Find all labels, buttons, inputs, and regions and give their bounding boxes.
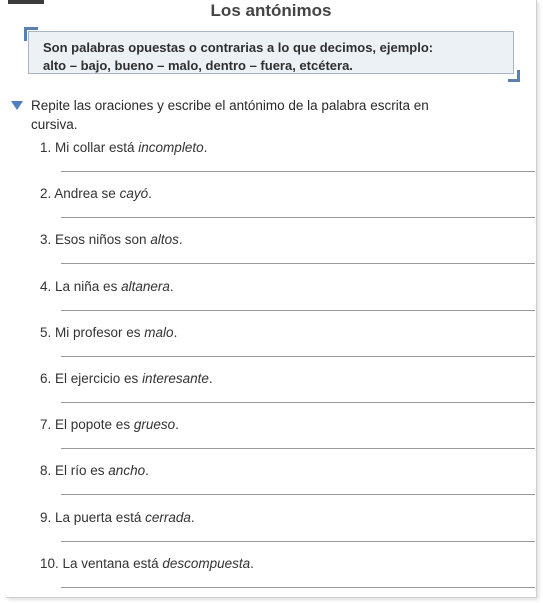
exercise-sentence: El popote es — [55, 417, 134, 433]
corner-bracket-icon — [24, 27, 38, 41]
exercise-number: 8. — [40, 463, 56, 479]
answer-line[interactable] — [61, 356, 535, 357]
exercise-item — [40, 279, 510, 294]
exercise-number: 3. — [40, 232, 56, 248]
sentence-end: . — [173, 324, 178, 340]
exercise-item — [40, 510, 510, 525]
exercise-sentence: El ejercicio es — [55, 371, 143, 386]
exercise-sentence: La puerta está — [55, 509, 146, 525]
italic-word: ancho — [108, 463, 146, 479]
page-title: Los antónimos — [210, 1, 332, 20]
answer-line[interactable] — [61, 310, 535, 311]
italic-word: interesante — [142, 371, 209, 386]
exercise-item — [40, 556, 510, 571]
answer-line[interactable] — [61, 402, 535, 403]
exercise-number: 9. — [40, 509, 56, 525]
exercise-sentence: La niña es — [55, 278, 122, 294]
italic-word: cerrada — [145, 509, 191, 525]
exercise-item — [40, 463, 510, 478]
exercise-sentence: Mi profesor es — [55, 324, 145, 340]
exercise-sentence: El río es — [55, 463, 109, 479]
definition-line-1: Son palabras opuestas o contrarias a lo que decimos, ejemplo: — [43, 40, 434, 55]
exercise-sentence: Andrea se — [54, 186, 120, 202]
answer-line[interactable] — [61, 217, 535, 218]
definition-text — [43, 39, 508, 75]
italic-word: altos — [150, 232, 179, 248]
exercise-number: 7. — [40, 417, 56, 433]
exercise-sentence: Mi collar está — [55, 140, 139, 155]
exercise-number: 10. — [40, 555, 63, 571]
sentence-end: . — [178, 232, 183, 248]
sentence-end: . — [175, 417, 179, 433]
sentence-end: . — [169, 278, 174, 294]
answer-line[interactable] — [61, 171, 535, 172]
exercise-sentence: Esos niños son — [55, 232, 151, 248]
italic-word: altanera — [121, 278, 170, 294]
italic-word: descompuesta — [162, 555, 251, 571]
answer-line[interactable] — [61, 494, 535, 495]
answer-line[interactable] — [61, 263, 535, 264]
sentence-end: . — [208, 371, 213, 386]
exercise-sentence: La ventana está — [62, 555, 163, 571]
italic-word: incompleto — [138, 140, 204, 155]
sentence-end: . — [250, 555, 254, 571]
sentence-end: . — [145, 463, 149, 479]
exercise-number: 2. — [40, 186, 55, 202]
exercise-item — [40, 140, 510, 155]
exercise-item — [40, 417, 510, 432]
italic-word: cayó — [119, 186, 149, 202]
answer-line[interactable] — [61, 587, 535, 588]
answer-line[interactable] — [61, 541, 535, 542]
exercise-item — [40, 325, 510, 340]
answer-line[interactable] — [61, 448, 535, 449]
corner-bracket-icon — [508, 70, 520, 82]
instructions-line-1: Repite las oraciones y escribe el antónimo de la palabra escrita en — [31, 98, 429, 113]
exercise-number: 4. — [40, 278, 56, 294]
exercise-number: 5. — [40, 324, 56, 340]
italic-word: grueso — [133, 417, 176, 433]
italic-word: malo — [144, 324, 174, 340]
exercise-item — [40, 186, 510, 201]
worksheet-page — [6, 0, 537, 598]
sentence-end: . — [190, 509, 195, 525]
exercise-item — [40, 232, 510, 247]
triangle-bullet-icon — [11, 101, 23, 110]
exercise-number: 6. — [40, 371, 56, 386]
exercise-number: 1. — [40, 140, 56, 155]
definition-line-2: alto – bajo, bueno – malo, dentro – fuera, etcétera. — [43, 58, 353, 73]
sentence-end: . — [148, 186, 152, 202]
exercise-item — [40, 371, 510, 386]
instructions-line-2: cursiva. — [31, 117, 78, 132]
instructions — [31, 96, 531, 134]
sentence-end: . — [203, 140, 208, 155]
